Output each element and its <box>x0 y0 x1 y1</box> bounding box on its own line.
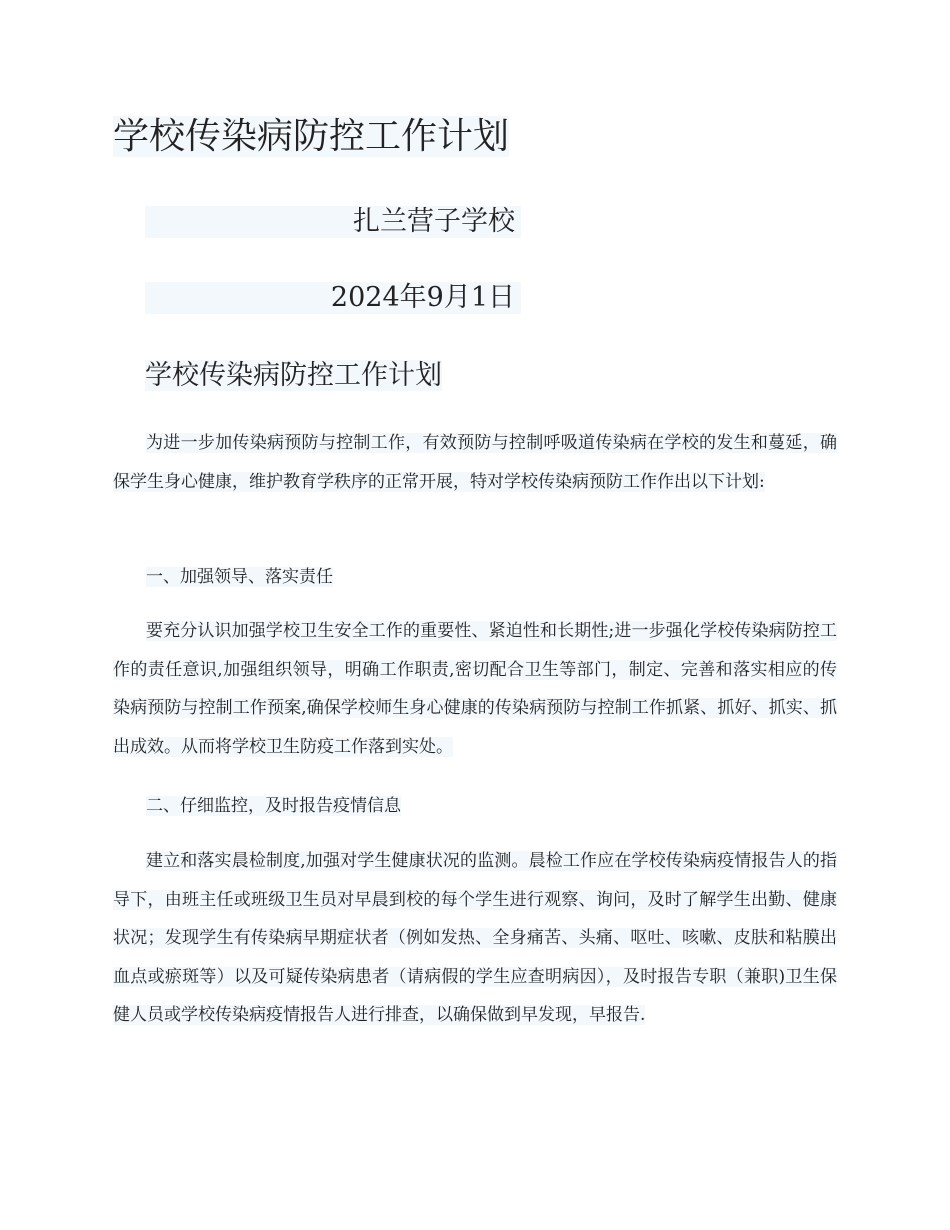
document-subtitle <box>145 356 442 396</box>
document-subtitle-text: 学校传染病防控工作计划 <box>145 360 442 391</box>
section-1-heading-text: 一、加强领导、落实责任 <box>146 567 333 587</box>
section-1-paragraph-text: 要充分认识加强学校卫生安全工作的重要性、紧迫性和长期性;进一步强化学校传染病防控工作的责任意识,加强组织领导，明确工作职责,密切配合卫生等部门，制定、完善和落实相应的传染病预防与控制工作预案,确保学校师生身心健康的传染病预防与控制工作抓紧、抓好、抓实、抓出成效。从而将学校卫生防疫工作落到实处。 <box>113 621 837 757</box>
document-date: 2024年9月1日 <box>145 282 521 314</box>
section-2-paragraph <box>113 842 837 1035</box>
intro-paragraph-text: 为进一步加传染病预防与控制工作，有效预防与控制呼吸道传染病在学校的发生和蔓延，确保学生身心健康，维护教育学秩序的正常开展，特对学校传染病预防工作作出以下计划: <box>113 433 837 492</box>
document-title <box>113 112 509 162</box>
section-2-heading-text: 二、仔细监控，及时报告疫情信息 <box>146 796 401 816</box>
section-2-paragraph-text: 建立和落实晨检制度,加强对学生健康状况的监测。晨检工作应在学校传染病疫情报告人的指导下，由班主任或班级卫生员对早晨到校的每个学生进行观察、询问，及时了解学生出勤、健康状况；发现学生有传染病早期症状者（例如发热、全身痛苦、头痛、呕吐、咳嗽、皮肤和粘膜出血点或瘀斑等）以及可疑传染病患者（请病假的学生应查明病因），及时报告专职（兼职)卫生保健人员或学校传染病疫情报告人进行排查，以确保做到早发现，早报告. <box>113 851 837 1025</box>
section-1-heading <box>113 558 837 597</box>
school-name: 扎兰营子学校 <box>145 206 521 238</box>
document-title-text: 学校传染病防控工作计划 <box>113 116 510 157</box>
section-2-heading <box>113 787 837 826</box>
intro-paragraph <box>113 424 837 501</box>
section-1-paragraph <box>113 612 837 766</box>
